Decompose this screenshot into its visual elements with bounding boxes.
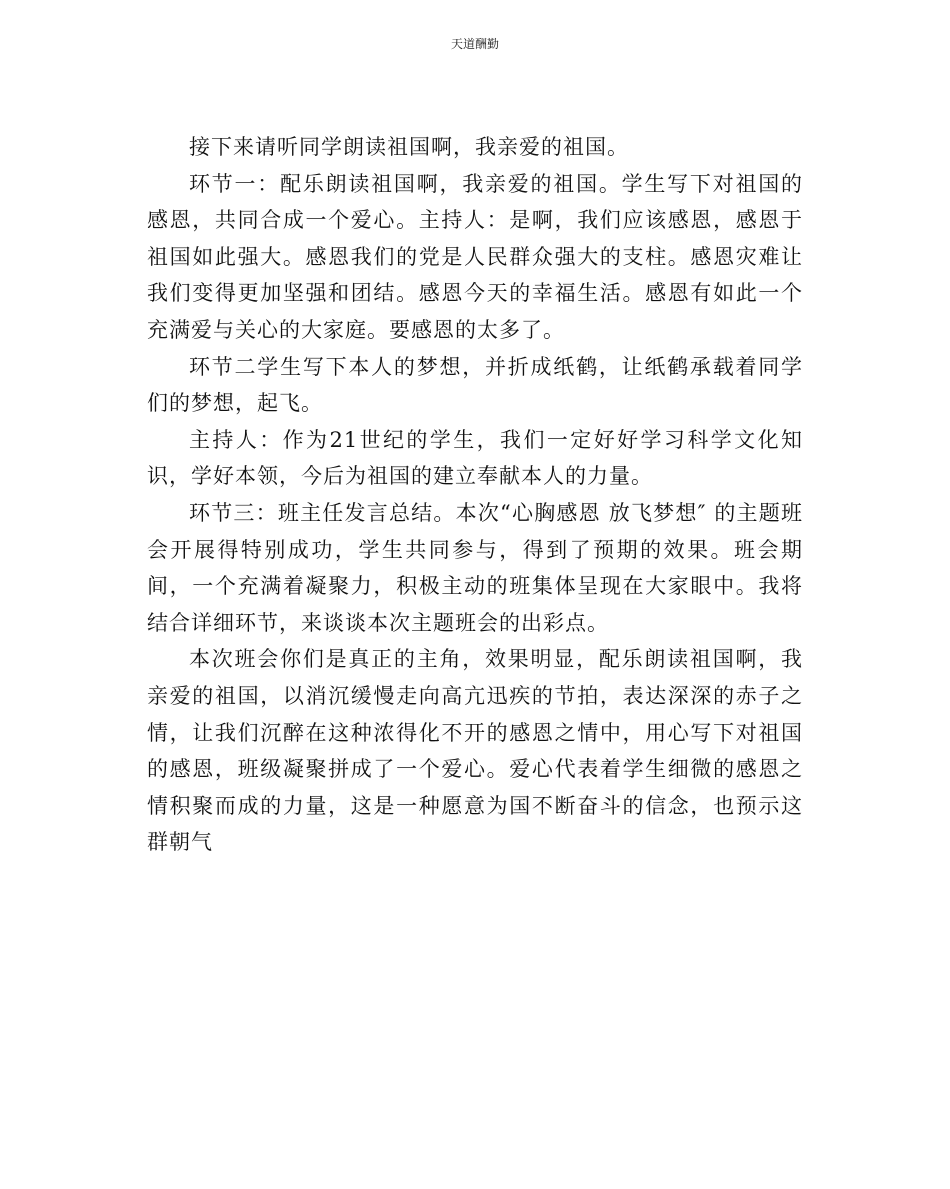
page-header: 天道酬勤	[450, 37, 499, 51]
paragraph-6: 本次班会你们是真正的主角，效果明显，配乐朗读祖国啊，我亲爱的祖国，以消沉缓慢走向高亢迅疾的节拍，表达深深的赤子之情，让我们沉醉在这种浓得化不开的感恩之情中，用心写下对祖国的感恩，班级凝聚拼成了一个爱心。爱心代表着学生细微的感恩之情积聚而成的力量，这是一种愿意为国不断奋斗的信念，也预示这群朝气	[147, 647, 803, 855]
paragraph-3: 环节二学生写下本人的梦想，并折成纸鹤，让纸鹤承载着同学们的梦想，起飞。	[147, 354, 803, 416]
paragraph-2: 环节一：配乐朗读祖国啊，我亲爱的祖国。学生写下对祖国的感恩，共同合成一个爱心。主持人：是啊，我们应该感恩，感恩于祖国如此强大。感恩我们的党是人民群众强大的支柱。感恩灾难让我们变得更加坚强和团结。感恩今天的幸福生活。感恩有如此一个充满爱与关心的大家庭。要感恩的太多了。	[147, 171, 803, 342]
paragraph-5: 环节三：班主任发言总结。本次“心胸感恩 放飞梦想″ 的主题班会开展得特别成功，学生共同参与，得到了预期的效果。班会期间，一个充满着凝聚力，积极主动的班集体呈现在大家眼中。我将结合详细环节，来谈谈本次主题班会的出彩点。	[147, 500, 803, 635]
paragraph-1: 接下来请听同学朗读祖国啊，我亲爱的祖国。	[189, 135, 629, 159]
document-body	[147, 129, 803, 861]
paragraph-4: 主持人：作为21世纪的学生，我们一定好好学习科学文化知识，学好本领，今后为祖国的建立奉献本人的力量。	[147, 427, 803, 489]
